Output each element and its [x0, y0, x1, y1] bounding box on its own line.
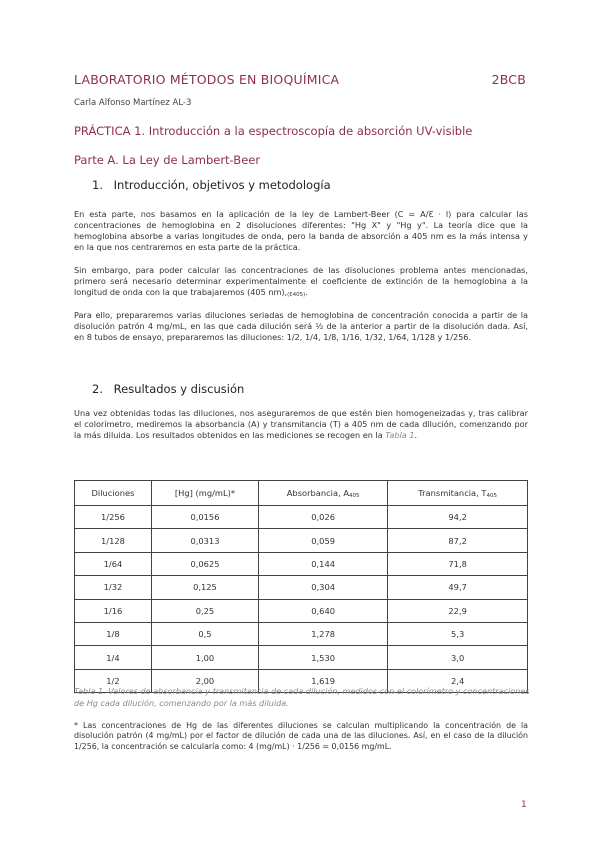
cell-concentration: 0,0313: [151, 529, 258, 552]
table-header-row: [75, 481, 528, 506]
results-paragraph: [74, 408, 528, 441]
cell-dilution: 1/32: [75, 576, 152, 599]
cell-absorbance: 1,278: [259, 622, 388, 645]
table-row: [75, 646, 528, 669]
cell-absorbance: 0,304: [259, 576, 388, 599]
cell-absorbance: 1,530: [259, 646, 388, 669]
cell-dilution: 1/4: [75, 646, 152, 669]
section-number: 2.: [92, 382, 103, 396]
paragraph-end: .: [414, 429, 418, 440]
section-title: Resultados y discusión: [113, 382, 245, 396]
page-number: 1: [521, 800, 527, 810]
cell-absorbance: 0,059: [259, 529, 388, 552]
table-reference: Tabla 1: [385, 429, 415, 440]
paragraph-text: Una vez obtenidas todas las diluciones, nos aseguraremos de que estén bien homogeneizadas y, tras calibrar el colorímetro, mediremos la absorbancia (A) y transmitancia (T) a 405 nm de cada dilución, comenzando por la más diluida. Los resultados obtenidos en las mediciones se recogen en la: [74, 408, 528, 440]
intro-paragraph-2: [74, 265, 528, 300]
table-row: [75, 529, 528, 552]
author-line: Carla Alfonso Martínez AL-3: [74, 98, 192, 108]
cell-dilution: 1/8: [75, 622, 152, 645]
cell-dilution: 1/64: [75, 552, 152, 575]
cell-concentration: 2,00: [151, 669, 258, 692]
cell-dilution: 1/128: [75, 529, 152, 552]
cell-concentration: 0,25: [151, 599, 258, 622]
section-heading-intro: [92, 178, 331, 192]
header-text: Absorbancia, A: [286, 488, 350, 498]
cell-transmittance: 49,7: [388, 576, 528, 599]
table-row: [75, 599, 528, 622]
footnote: * Las concentraciones de Hg de las diferentes diluciones se calculan multiplicando la concentración de la disolución patrón (4 mg/mL) por el factor de dilución de cada una de las diluciones. Así, en el caso de la dilución 1/256, la concentración se calcularía como: 4 (mg/mL) · 1/256 = 0,0156 mg/mL.: [74, 721, 528, 751]
header-diluciones: Diluciones: [75, 481, 152, 506]
intro-paragraph-1: En esta parte, nos basamos en la aplicación de la ley de Lambert-Beer (C = A/ℇ · l) para calcular las concentraciones de hemoglobina en 2 disoluciones diferentes: "Hg X" y "Hg y". La teoría dice que la hemoglobina absorbe a varias longitudes de onda, pero la banda de absorción a 405 nm es la más intensa y en la que nos centraremos en esta parte de la práctica.: [74, 209, 528, 252]
cell-concentration: 0,125: [151, 576, 258, 599]
cell-absorbance: 0,144: [259, 552, 388, 575]
cell-absorbance: 1,619: [259, 669, 388, 692]
cell-transmittance: 94,2: [388, 506, 528, 529]
table-caption: Tabla 1. Valores de absorbancia y transmitancia de cada dilución, medidos con el colorímetro y concentraciones de Hg cada dilución, comenzando por la más diluida.: [74, 686, 530, 708]
header-absorbance: [259, 481, 388, 506]
paragraph-text: Sin embargo, para poder calcular las concentraciones de las disoluciones problema antes mencionadas, primero será necesario determinar experimentalmente el coeficiente de extinción de la hemoglobina a la longitud de onda con la que trabajaremos (405 nm),: [74, 265, 528, 297]
cell-concentration: 1,00: [151, 646, 258, 669]
page-header: [74, 72, 526, 87]
table-row: [75, 552, 528, 575]
cell-transmittance: 87,2: [388, 529, 528, 552]
cell-transmittance: 5,3: [388, 622, 528, 645]
cell-concentration: 0,0156: [151, 506, 258, 529]
practice-title: PRÁCTICA 1. Introducción a la espectroscopía de absorción UV-visible: [74, 124, 473, 138]
header-subscript: 405: [349, 493, 360, 499]
header-subscript: 405: [486, 493, 497, 499]
cell-absorbance: 0,026: [259, 506, 388, 529]
cell-transmittance: 2,4: [388, 669, 528, 692]
cell-dilution: 1/2: [75, 669, 152, 692]
epsilon-subscript: (ℇ405): [287, 291, 306, 298]
cell-dilution: 1/16: [75, 599, 152, 622]
header-transmittance: [388, 481, 528, 506]
section-number: 1.: [92, 178, 103, 192]
course-code: 2BCB: [491, 72, 526, 87]
intro-paragraph-3: Para ello, prepararemos varias diluciones seriadas de hemoglobina de concentración conocida a partir de la disolución patrón 4 mg/mL, en las que cada dilución será ½ de la anterior a partir de la disolución dada. Así, en 8 tubos de ensayo, prepararemos las diluciones: 1/2, 1/4, 1/8, 1/16, 1/32, 1/64, 1/128 y 1/256.: [74, 310, 528, 342]
results-table: [74, 480, 528, 693]
table-row: [75, 576, 528, 599]
section-heading-results: [92, 382, 244, 396]
header-concentration: [Hg] (mg/mL)*: [151, 481, 258, 506]
header-text: Transmitancia, T: [418, 488, 487, 498]
cell-transmittance: 22,9: [388, 599, 528, 622]
cell-transmittance: 71,8: [388, 552, 528, 575]
header-title: LABORATORIO MÉTODOS EN BIOQUÍMICA: [74, 72, 340, 87]
table-row: [75, 506, 528, 529]
cell-concentration: 0,0625: [151, 552, 258, 575]
cell-absorbance: 0,640: [259, 599, 388, 622]
paragraph-end: .: [305, 286, 308, 297]
part-title: Parte A. La Ley de Lambert-Beer: [74, 153, 261, 167]
table-row: [75, 622, 528, 645]
cell-transmittance: 3,0: [388, 646, 528, 669]
cell-dilution: 1/256: [75, 506, 152, 529]
cell-concentration: 0,5: [151, 622, 258, 645]
section-title: Introducción, objetivos y metodología: [113, 178, 331, 192]
